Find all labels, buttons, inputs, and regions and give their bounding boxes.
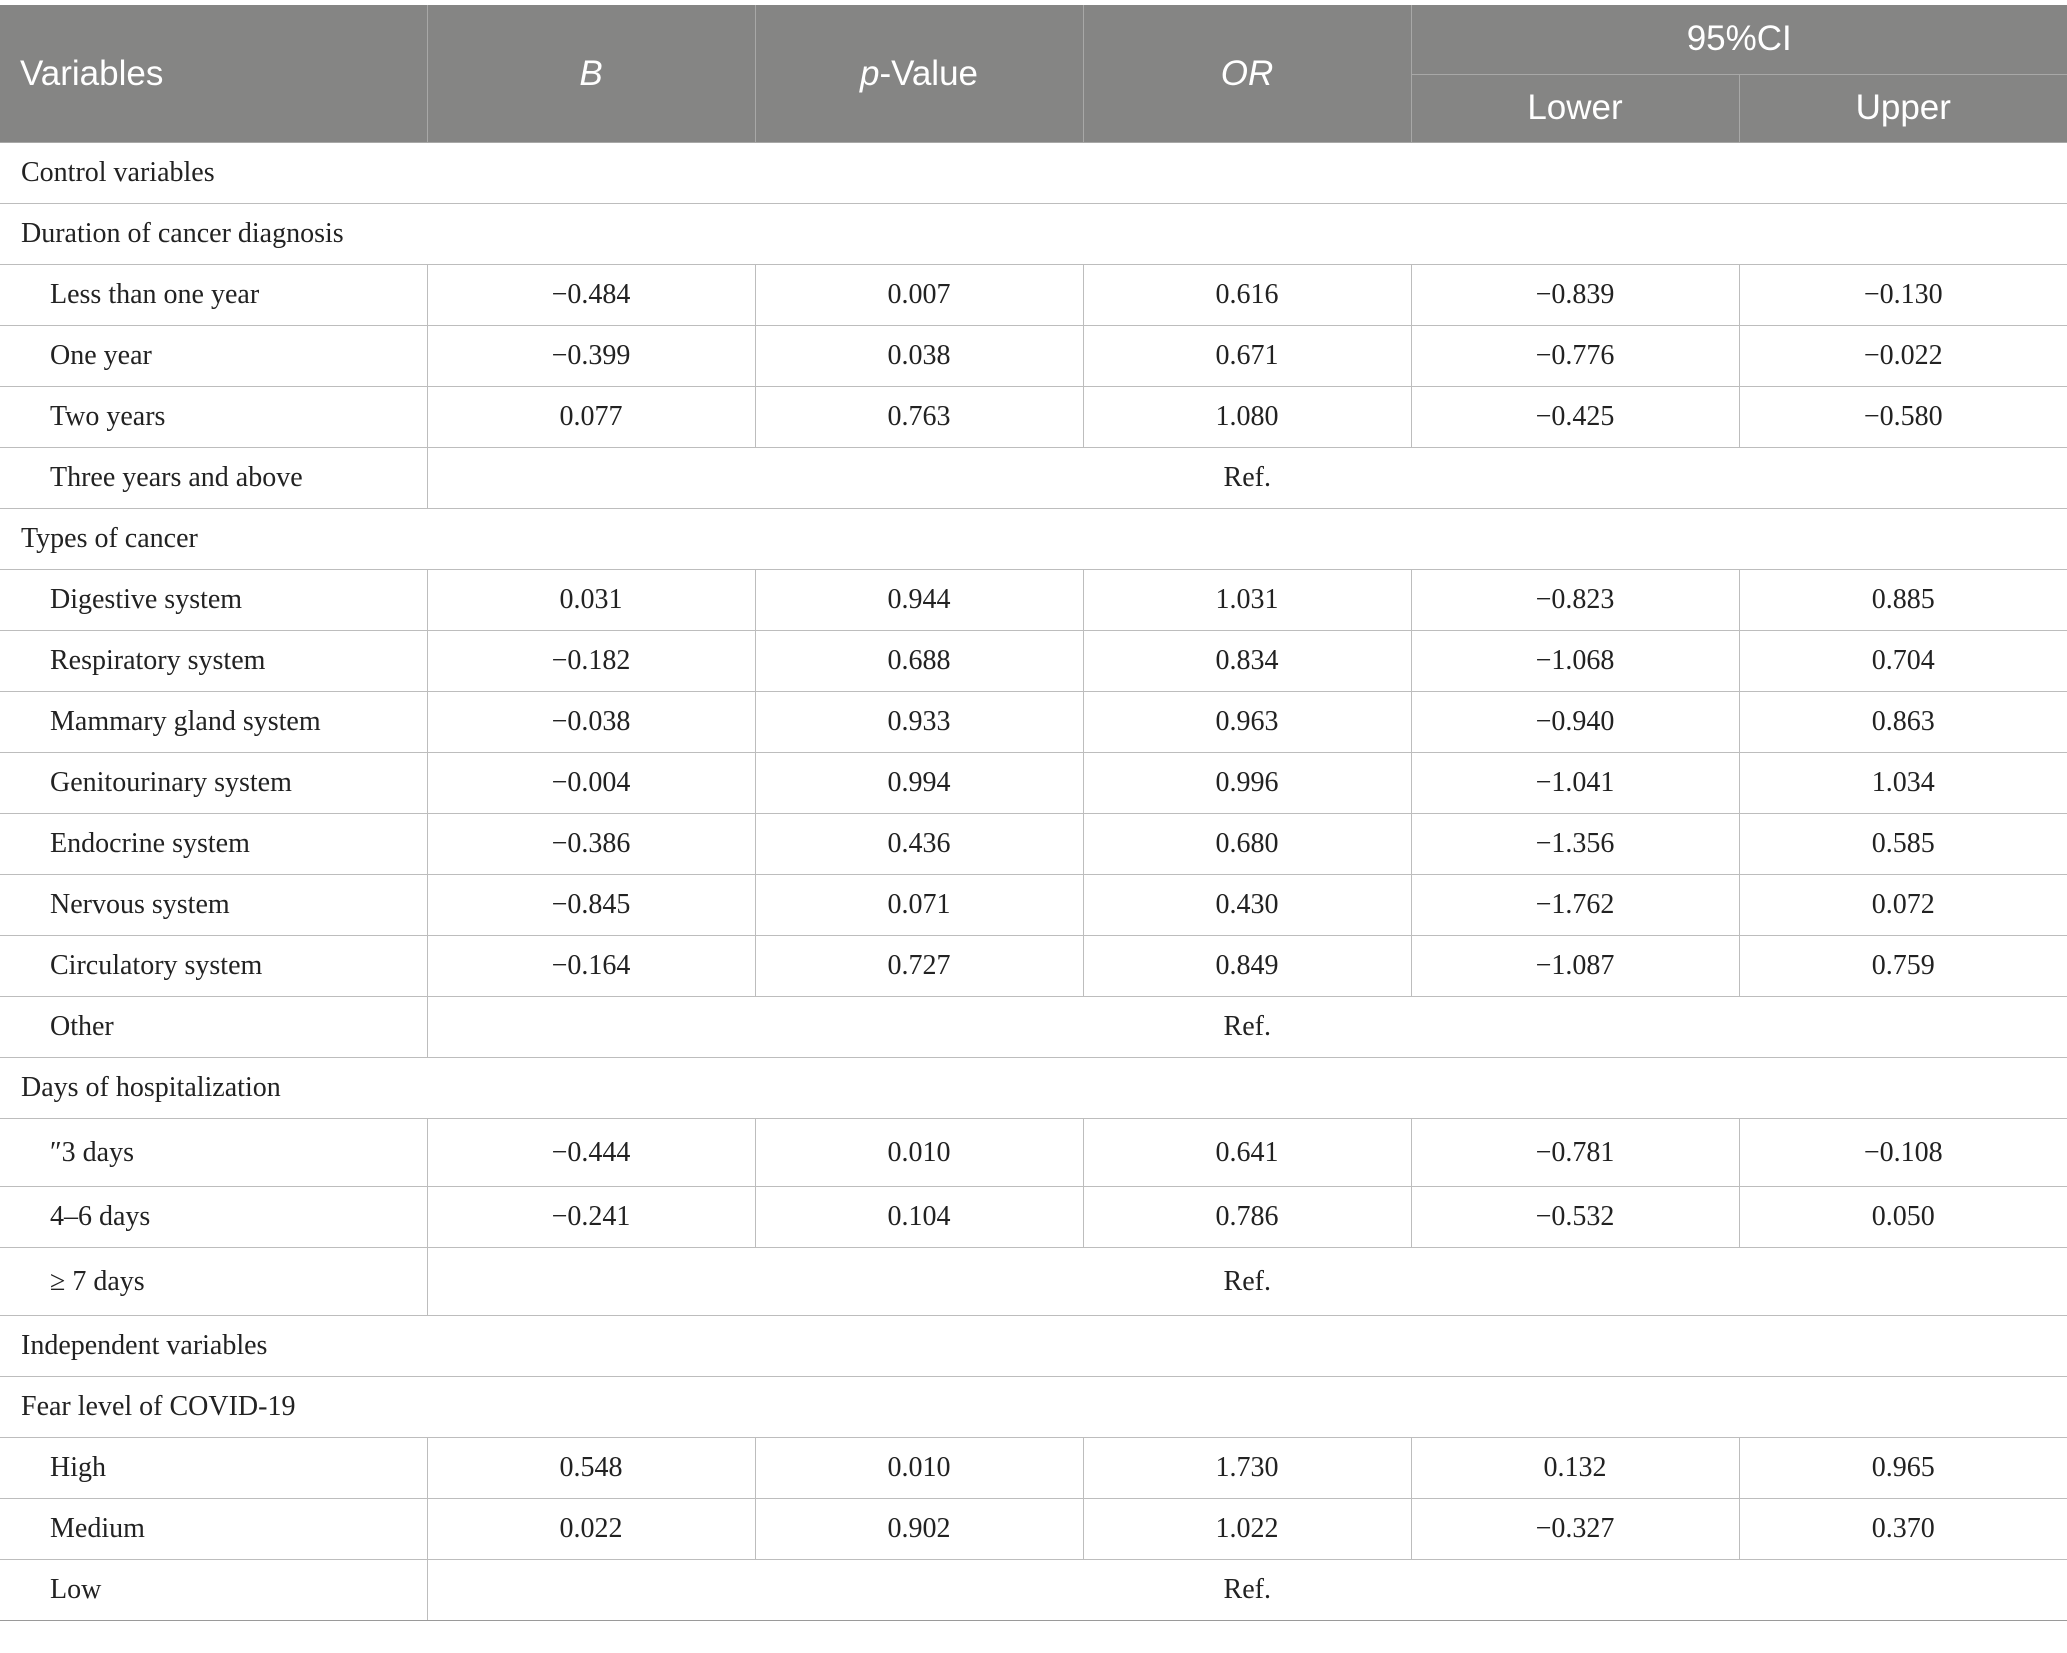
row-label: 4–6 days bbox=[0, 1187, 427, 1248]
cell-ci-lower: −1.356 bbox=[1411, 814, 1739, 875]
row-label: ″3 days bbox=[0, 1119, 427, 1187]
reference-row bbox=[0, 448, 2067, 509]
row-label: Genitourinary system bbox=[0, 753, 427, 814]
cell-p-value: 0.038 bbox=[755, 326, 1083, 387]
header-upper: Upper bbox=[1739, 74, 2067, 143]
row-label: High bbox=[0, 1438, 427, 1499]
cell-ci-upper: 0.370 bbox=[1739, 1499, 2067, 1560]
cell-ci-lower: −1.041 bbox=[1411, 753, 1739, 814]
header-p-suffix: -Value bbox=[879, 53, 979, 93]
row-label: One year bbox=[0, 326, 427, 387]
cell-p-value: 0.902 bbox=[755, 1499, 1083, 1560]
table-header bbox=[0, 5, 2067, 143]
cell-or: 0.834 bbox=[1083, 631, 1411, 692]
cell-or: 0.680 bbox=[1083, 814, 1411, 875]
cell-or: 1.730 bbox=[1083, 1438, 1411, 1499]
cell-p-value: 0.994 bbox=[755, 753, 1083, 814]
row-label: Less than one year bbox=[0, 265, 427, 326]
reference-row bbox=[0, 1248, 2067, 1316]
cell-b: −0.444 bbox=[427, 1119, 755, 1187]
table-row bbox=[0, 387, 2067, 448]
cell-ci-upper: −0.130 bbox=[1739, 265, 2067, 326]
cell-ci-lower: −0.425 bbox=[1411, 387, 1739, 448]
cell-ci-upper: 0.072 bbox=[1739, 875, 2067, 936]
cell-p-value: 0.688 bbox=[755, 631, 1083, 692]
cell-p-value: 0.007 bbox=[755, 265, 1083, 326]
cell-b: −0.484 bbox=[427, 265, 755, 326]
row-label: ≥ 7 days bbox=[0, 1248, 427, 1316]
row-label: Circulatory system bbox=[0, 936, 427, 997]
row-label: Low bbox=[0, 1560, 427, 1621]
section-row bbox=[0, 1316, 2067, 1377]
header-b bbox=[427, 5, 755, 143]
cell-ci-upper: −0.022 bbox=[1739, 326, 2067, 387]
table-body bbox=[0, 143, 2067, 1621]
cell-or: 0.849 bbox=[1083, 936, 1411, 997]
header-variables: Variables bbox=[0, 5, 427, 143]
reference-row bbox=[0, 997, 2067, 1058]
header-p-value bbox=[755, 5, 1083, 143]
cell-ci-upper: 0.885 bbox=[1739, 570, 2067, 631]
section-row bbox=[0, 1377, 2067, 1438]
section-row bbox=[0, 204, 2067, 265]
row-label: Medium bbox=[0, 1499, 427, 1560]
header-b-label: B bbox=[579, 53, 603, 93]
cell-ci-lower: −0.839 bbox=[1411, 265, 1739, 326]
header-ci: 95%CI bbox=[1411, 5, 2067, 74]
cell-ci-upper: −0.108 bbox=[1739, 1119, 2067, 1187]
section-label: Days of hospitalization bbox=[0, 1058, 2067, 1119]
table-row bbox=[0, 692, 2067, 753]
header-lower: Lower bbox=[1411, 74, 1739, 143]
cell-ci-upper: −0.580 bbox=[1739, 387, 2067, 448]
row-label: Three years and above bbox=[0, 448, 427, 509]
cell-p-value: 0.071 bbox=[755, 875, 1083, 936]
section-label: Control variables bbox=[0, 143, 2067, 204]
row-label: Digestive system bbox=[0, 570, 427, 631]
cell-ci-upper: 0.965 bbox=[1739, 1438, 2067, 1499]
cell-ci-upper: 0.863 bbox=[1739, 692, 2067, 753]
reference-row bbox=[0, 1560, 2067, 1621]
cell-ci-lower: −0.532 bbox=[1411, 1187, 1739, 1248]
cell-b: 0.077 bbox=[427, 387, 755, 448]
regression-table bbox=[0, 5, 2067, 1621]
cell-b: 0.031 bbox=[427, 570, 755, 631]
cell-ci-lower: −1.762 bbox=[1411, 875, 1739, 936]
cell-b: −0.038 bbox=[427, 692, 755, 753]
row-label: Two years bbox=[0, 387, 427, 448]
cell-b: −0.241 bbox=[427, 1187, 755, 1248]
cell-ci-lower: −0.327 bbox=[1411, 1499, 1739, 1560]
cell-or: 0.641 bbox=[1083, 1119, 1411, 1187]
cell-b: −0.004 bbox=[427, 753, 755, 814]
cell-p-value: 0.933 bbox=[755, 692, 1083, 753]
table-row bbox=[0, 936, 2067, 997]
cell-ci-lower: −0.776 bbox=[1411, 326, 1739, 387]
row-label: Mammary gland system bbox=[0, 692, 427, 753]
cell-b: 0.022 bbox=[427, 1499, 755, 1560]
cell-ci-lower: −0.823 bbox=[1411, 570, 1739, 631]
table-row bbox=[0, 1499, 2067, 1560]
row-label: Other bbox=[0, 997, 427, 1058]
row-label: Respiratory system bbox=[0, 631, 427, 692]
cell-ci-lower: −1.087 bbox=[1411, 936, 1739, 997]
header-or-label: OR bbox=[1220, 53, 1274, 93]
cell-ci-upper: 0.585 bbox=[1739, 814, 2067, 875]
cell-or: 1.031 bbox=[1083, 570, 1411, 631]
cell-ci-lower: 0.132 bbox=[1411, 1438, 1739, 1499]
cell-p-value: 0.944 bbox=[755, 570, 1083, 631]
cell-b: −0.399 bbox=[427, 326, 755, 387]
section-row bbox=[0, 1058, 2067, 1119]
cell-p-value: 0.727 bbox=[755, 936, 1083, 997]
header-or bbox=[1083, 5, 1411, 143]
cell-p-value: 0.010 bbox=[755, 1438, 1083, 1499]
section-row bbox=[0, 143, 2067, 204]
cell-p-value: 0.763 bbox=[755, 387, 1083, 448]
table-row bbox=[0, 1119, 2067, 1187]
table-row bbox=[0, 1438, 2067, 1499]
table-row bbox=[0, 753, 2067, 814]
reference-cell: Ref. bbox=[427, 1560, 2067, 1621]
reference-cell: Ref. bbox=[427, 448, 2067, 509]
section-row bbox=[0, 509, 2067, 570]
table-row bbox=[0, 631, 2067, 692]
cell-ci-upper: 0.759 bbox=[1739, 936, 2067, 997]
reference-cell: Ref. bbox=[427, 997, 2067, 1058]
cell-ci-lower: −0.940 bbox=[1411, 692, 1739, 753]
reference-cell: Ref. bbox=[427, 1248, 2067, 1316]
table-row bbox=[0, 875, 2067, 936]
cell-b: 0.548 bbox=[427, 1438, 755, 1499]
cell-b: −0.182 bbox=[427, 631, 755, 692]
cell-or: 0.786 bbox=[1083, 1187, 1411, 1248]
table-row bbox=[0, 326, 2067, 387]
cell-ci-lower: −1.068 bbox=[1411, 631, 1739, 692]
cell-b: −0.386 bbox=[427, 814, 755, 875]
cell-or: 0.963 bbox=[1083, 692, 1411, 753]
cell-or: 0.616 bbox=[1083, 265, 1411, 326]
table-row bbox=[0, 570, 2067, 631]
table-row bbox=[0, 1187, 2067, 1248]
cell-ci-upper: 1.034 bbox=[1739, 753, 2067, 814]
cell-or: 0.430 bbox=[1083, 875, 1411, 936]
cell-b: −0.845 bbox=[427, 875, 755, 936]
header-p-italic: p bbox=[859, 53, 880, 93]
table-row bbox=[0, 814, 2067, 875]
row-label: Nervous system bbox=[0, 875, 427, 936]
cell-ci-upper: 0.050 bbox=[1739, 1187, 2067, 1248]
cell-p-value: 0.010 bbox=[755, 1119, 1083, 1187]
table-row bbox=[0, 265, 2067, 326]
section-label: Duration of cancer diagnosis bbox=[0, 204, 2067, 265]
cell-or: 1.022 bbox=[1083, 1499, 1411, 1560]
section-label: Types of cancer bbox=[0, 509, 2067, 570]
row-label: Endocrine system bbox=[0, 814, 427, 875]
cell-ci-lower: −0.781 bbox=[1411, 1119, 1739, 1187]
section-label: Fear level of COVID-19 bbox=[0, 1377, 2067, 1438]
regression-table-container bbox=[0, 5, 2067, 1621]
cell-or: 0.671 bbox=[1083, 326, 1411, 387]
cell-p-value: 0.104 bbox=[755, 1187, 1083, 1248]
cell-or: 1.080 bbox=[1083, 387, 1411, 448]
cell-b: −0.164 bbox=[427, 936, 755, 997]
section-label: Independent variables bbox=[0, 1316, 2067, 1377]
cell-or: 0.996 bbox=[1083, 753, 1411, 814]
cell-p-value: 0.436 bbox=[755, 814, 1083, 875]
cell-ci-upper: 0.704 bbox=[1739, 631, 2067, 692]
